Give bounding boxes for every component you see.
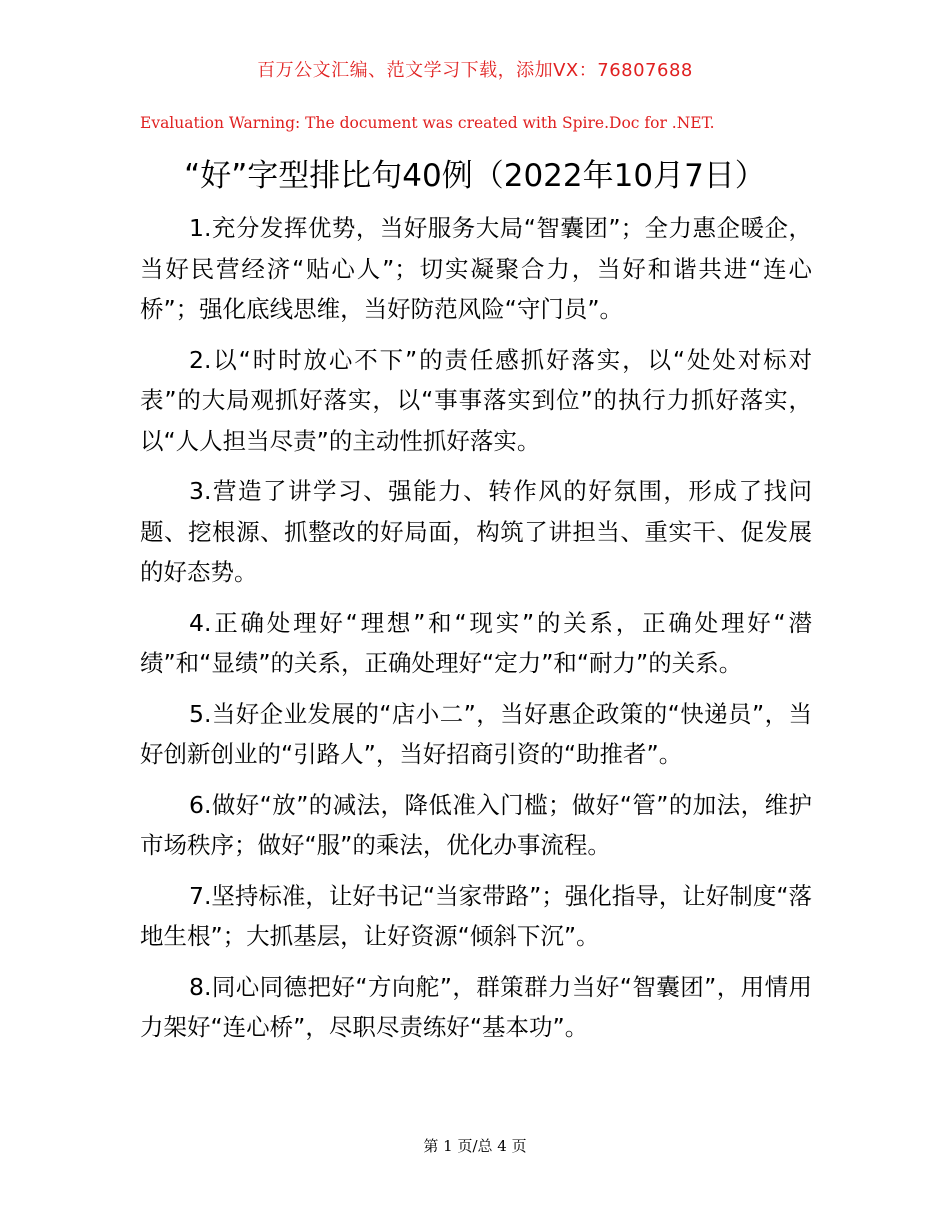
- evaluation-warning: Evaluation Warning: The document was created with Spire.Doc for .NET.: [140, 114, 715, 132]
- paragraph-4: 4.正确处理好“理想”和“现实”的关系，正确处理好“潜绩”和“显绩”的关系，正确处理好“定力”和“耐力”的关系。: [140, 608, 812, 677]
- paragraph-2: 2.以“时时放心不下”的责任感抓好落实，以“处处对标对表”的大局观抓好落实，以“事事落实到位”的执行力抓好落实，以“人人担当尽责”的主动性抓好落实。: [140, 345, 812, 455]
- document-title: “好”字型排比句40例（2022年10月7日）: [184, 158, 766, 194]
- paragraph-6: 6.做好“放”的减法，降低准入门槛；做好“管”的加法，维护市场秩序；做好“服”的乘法，优化办事流程。: [140, 790, 812, 859]
- page-footer: 第 1 页/总 4 页: [423, 1137, 527, 1155]
- paragraph-8: 8.同心同德把好“方向舵”，群策群力当好“智囊团”，用情用力架好“连心桥”，尽职尽责练好“基本功”。: [140, 972, 812, 1041]
- paragraph-5: 5.当好企业发展的“店小二”，当好惠企政策的“快递员”，当好创新创业的“引路人”，当好招商引资的“助推者”。: [140, 699, 812, 768]
- paragraph-7: 7.坚持标准，让好书记“当家带路”；强化指导，让好制度“落地生根”；大抓基层，让好资源“倾斜下沉”。: [140, 881, 812, 950]
- paragraph-1: 1.充分发挥优势，当好服务大局“智囊团”；全力惠企暖企，当好民营经济“贴心人”；切实凝聚合力，当好和谐共进“连心桥”；强化底线思维，当好防范风险“守门员”。: [140, 214, 812, 323]
- document-body: [140, 208, 812, 1058]
- paragraph-3: 3.营造了讲学习、强能力、转作风的好氛围，形成了找问题、挖根源、抓整改的好局面，构筑了讲担当、重实干、促发展的好态势。: [140, 477, 812, 586]
- header-promo-text: 百万公文汇编、范文学习下载，添加VX：76807688: [257, 60, 693, 81]
